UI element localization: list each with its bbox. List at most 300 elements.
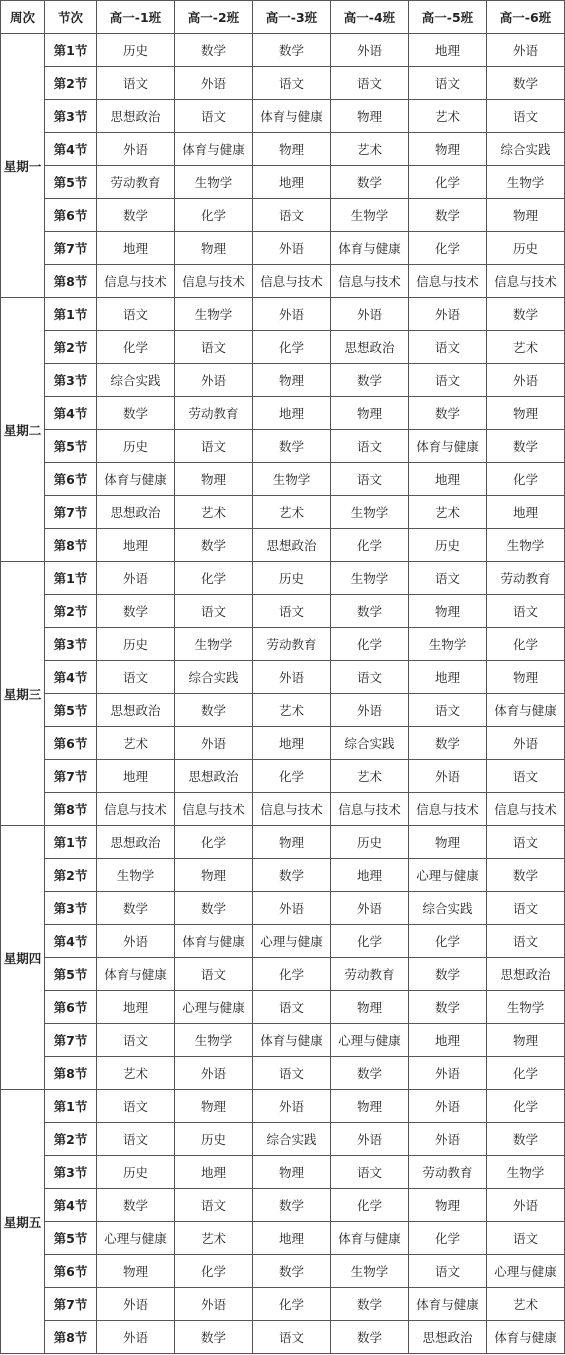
subject-cell: 语文 — [97, 67, 175, 100]
subject-cell: 语文 — [331, 661, 409, 694]
subject-cell: 物理 — [253, 133, 331, 166]
subject-cell: 化学 — [331, 628, 409, 661]
table-row — [1, 1123, 565, 1156]
subject-cell: 体育与健康 — [487, 694, 565, 727]
subject-cell: 语文 — [253, 199, 331, 232]
subject-cell: 生物学 — [331, 496, 409, 529]
table-row — [1, 859, 565, 892]
header-class-6: 高一-6班 — [487, 1, 565, 34]
period-label: 第2节 — [45, 331, 97, 364]
period-label: 第8节 — [45, 529, 97, 562]
subject-cell: 综合实践 — [331, 727, 409, 760]
subject-cell: 历史 — [97, 628, 175, 661]
subject-cell: 艺术 — [175, 496, 253, 529]
subject-cell: 地理 — [253, 1222, 331, 1255]
header-class-5: 高一-5班 — [409, 1, 487, 34]
subject-cell: 物理 — [253, 364, 331, 397]
table-row — [1, 1057, 565, 1090]
table-row — [1, 925, 565, 958]
subject-cell: 数学 — [331, 1321, 409, 1354]
subject-cell: 外语 — [253, 1090, 331, 1123]
subject-cell: 外语 — [175, 727, 253, 760]
subject-cell: 体育与健康 — [175, 133, 253, 166]
subject-cell: 语文 — [97, 661, 175, 694]
subject-cell: 劳动教育 — [175, 397, 253, 430]
table-row — [1, 628, 565, 661]
subject-cell: 劳动教育 — [409, 1156, 487, 1189]
subject-cell: 地理 — [487, 496, 565, 529]
period-label: 第6节 — [45, 199, 97, 232]
subject-cell: 物理 — [331, 397, 409, 430]
day-label: 星期一 — [1, 34, 45, 298]
subject-cell: 外语 — [175, 1057, 253, 1090]
subject-cell: 生物学 — [253, 463, 331, 496]
subject-cell: 历史 — [253, 562, 331, 595]
subject-cell: 生物学 — [487, 991, 565, 1024]
subject-cell: 历史 — [97, 34, 175, 67]
subject-cell: 语文 — [175, 100, 253, 133]
period-label: 第7节 — [45, 760, 97, 793]
subject-cell: 地理 — [409, 34, 487, 67]
subject-cell: 地理 — [253, 397, 331, 430]
subject-cell: 数学 — [253, 1189, 331, 1222]
subject-cell: 化学 — [175, 826, 253, 859]
table-row — [1, 67, 565, 100]
subject-cell: 化学 — [175, 1255, 253, 1288]
table-row — [1, 331, 565, 364]
subject-cell: 语文 — [487, 1222, 565, 1255]
subject-cell: 生物学 — [487, 529, 565, 562]
subject-cell: 体育与健康 — [175, 925, 253, 958]
table-row — [1, 166, 565, 199]
subject-cell: 语文 — [175, 958, 253, 991]
subject-cell: 体育与健康 — [97, 958, 175, 991]
subject-cell: 生物学 — [331, 199, 409, 232]
subject-cell: 体育与健康 — [253, 1024, 331, 1057]
subject-cell: 外语 — [331, 694, 409, 727]
subject-cell: 信息与技术 — [97, 793, 175, 826]
subject-cell: 化学 — [409, 232, 487, 265]
subject-cell: 数学 — [97, 1189, 175, 1222]
subject-cell: 地理 — [409, 1024, 487, 1057]
subject-cell: 劳动教育 — [331, 958, 409, 991]
subject-cell: 心理与健康 — [253, 925, 331, 958]
subject-cell: 外语 — [409, 298, 487, 331]
subject-cell: 艺术 — [253, 694, 331, 727]
subject-cell: 外语 — [331, 34, 409, 67]
subject-cell: 数学 — [175, 694, 253, 727]
subject-cell: 外语 — [97, 562, 175, 595]
subject-cell: 综合实践 — [409, 892, 487, 925]
subject-cell: 物理 — [487, 199, 565, 232]
table-row — [1, 298, 565, 331]
header-class-3: 高一-3班 — [253, 1, 331, 34]
period-label: 第1节 — [45, 298, 97, 331]
table-row — [1, 265, 565, 298]
subject-cell: 语文 — [97, 1024, 175, 1057]
subject-cell: 语文 — [331, 1156, 409, 1189]
subject-cell: 外语 — [175, 364, 253, 397]
subject-cell: 综合实践 — [253, 1123, 331, 1156]
subject-cell: 语文 — [487, 100, 565, 133]
subject-cell: 物理 — [409, 595, 487, 628]
period-label: 第3节 — [45, 100, 97, 133]
subject-cell: 物理 — [175, 232, 253, 265]
period-label: 第3节 — [45, 1156, 97, 1189]
table-row — [1, 232, 565, 265]
subject-cell: 外语 — [97, 1288, 175, 1321]
subject-cell: 生物学 — [409, 628, 487, 661]
subject-cell: 数学 — [487, 430, 565, 463]
subject-cell: 思想政治 — [331, 331, 409, 364]
subject-cell: 语文 — [97, 1123, 175, 1156]
subject-cell: 外语 — [487, 34, 565, 67]
header-class-2: 高一-2班 — [175, 1, 253, 34]
subject-cell: 语文 — [175, 595, 253, 628]
subject-cell: 数学 — [409, 727, 487, 760]
subject-cell: 外语 — [253, 661, 331, 694]
subject-cell: 化学 — [409, 925, 487, 958]
subject-cell: 物理 — [487, 661, 565, 694]
period-label: 第2节 — [45, 859, 97, 892]
subject-cell: 数学 — [175, 892, 253, 925]
subject-cell: 数学 — [409, 199, 487, 232]
subject-cell: 语文 — [409, 694, 487, 727]
subject-cell: 信息与技术 — [331, 793, 409, 826]
subject-cell: 艺术 — [253, 496, 331, 529]
subject-cell: 化学 — [331, 1189, 409, 1222]
subject-cell: 信息与技术 — [175, 793, 253, 826]
subject-cell: 艺术 — [487, 1288, 565, 1321]
subject-cell: 艺术 — [409, 100, 487, 133]
subject-cell: 外语 — [175, 1288, 253, 1321]
subject-cell: 化学 — [253, 760, 331, 793]
subject-cell: 信息与技术 — [253, 793, 331, 826]
subject-cell: 语文 — [487, 826, 565, 859]
subject-cell: 地理 — [175, 1156, 253, 1189]
day-label: 星期五 — [1, 1090, 45, 1354]
period-label: 第7节 — [45, 1288, 97, 1321]
subject-cell: 物理 — [175, 859, 253, 892]
subject-cell: 物理 — [253, 826, 331, 859]
table-row — [1, 100, 565, 133]
table-row — [1, 991, 565, 1024]
subject-cell: 物理 — [409, 1189, 487, 1222]
subject-cell: 物理 — [409, 826, 487, 859]
subject-cell: 地理 — [97, 991, 175, 1024]
period-label: 第1节 — [45, 34, 97, 67]
subject-cell: 生物学 — [175, 1024, 253, 1057]
subject-cell: 语文 — [253, 1057, 331, 1090]
subject-cell: 数学 — [487, 67, 565, 100]
subject-cell: 外语 — [487, 727, 565, 760]
header-class-1: 高一-1班 — [97, 1, 175, 34]
day-label: 星期二 — [1, 298, 45, 562]
subject-cell: 生物学 — [487, 166, 565, 199]
table-row — [1, 694, 565, 727]
subject-cell: 劳动教育 — [487, 562, 565, 595]
subject-cell: 历史 — [331, 826, 409, 859]
subject-cell: 心理与健康 — [331, 1024, 409, 1057]
subject-cell: 化学 — [175, 562, 253, 595]
subject-cell: 化学 — [487, 1090, 565, 1123]
period-label: 第6节 — [45, 1255, 97, 1288]
subject-cell: 数学 — [253, 859, 331, 892]
subject-cell: 外语 — [331, 892, 409, 925]
period-label: 第1节 — [45, 562, 97, 595]
table-row — [1, 892, 565, 925]
subject-cell: 心理与健康 — [409, 859, 487, 892]
subject-cell: 物理 — [409, 133, 487, 166]
period-label: 第3节 — [45, 628, 97, 661]
subject-cell: 数学 — [97, 397, 175, 430]
subject-cell: 物理 — [487, 1024, 565, 1057]
header-row — [1, 1, 565, 34]
subject-cell: 外语 — [97, 1321, 175, 1354]
subject-cell: 外语 — [253, 892, 331, 925]
subject-cell: 数学 — [331, 364, 409, 397]
subject-cell: 语文 — [175, 430, 253, 463]
period-label: 第7节 — [45, 232, 97, 265]
day-label: 星期四 — [1, 826, 45, 1090]
subject-cell: 心理与健康 — [175, 991, 253, 1024]
period-label: 第4节 — [45, 133, 97, 166]
table-row — [1, 760, 565, 793]
table-row — [1, 1024, 565, 1057]
table-row — [1, 1189, 565, 1222]
table-row — [1, 496, 565, 529]
subject-cell: 语文 — [409, 331, 487, 364]
subject-cell: 生物学 — [331, 562, 409, 595]
subject-cell: 语文 — [175, 331, 253, 364]
subject-cell: 化学 — [175, 199, 253, 232]
subject-cell: 物理 — [331, 991, 409, 1024]
subject-cell: 生物学 — [487, 1156, 565, 1189]
subject-cell: 体育与健康 — [331, 1222, 409, 1255]
table-row — [1, 1222, 565, 1255]
subject-cell: 地理 — [409, 661, 487, 694]
subject-cell: 信息与技术 — [253, 265, 331, 298]
timetable-header — [1, 1, 565, 34]
table-row — [1, 1288, 565, 1321]
table-row — [1, 958, 565, 991]
subject-cell: 外语 — [175, 67, 253, 100]
table-row — [1, 562, 565, 595]
table-row — [1, 1156, 565, 1189]
table-row — [1, 1321, 565, 1354]
subject-cell: 历史 — [409, 529, 487, 562]
subject-cell: 物理 — [487, 397, 565, 430]
subject-cell: 历史 — [487, 232, 565, 265]
subject-cell: 数学 — [175, 1321, 253, 1354]
subject-cell: 化学 — [487, 463, 565, 496]
table-row — [1, 463, 565, 496]
subject-cell: 思想政治 — [253, 529, 331, 562]
period-label: 第5节 — [45, 1222, 97, 1255]
subject-cell: 地理 — [409, 463, 487, 496]
subject-cell: 物理 — [97, 1255, 175, 1288]
subject-cell: 数学 — [487, 859, 565, 892]
table-row — [1, 826, 565, 859]
subject-cell: 数学 — [175, 34, 253, 67]
subject-cell: 数学 — [409, 991, 487, 1024]
table-row — [1, 661, 565, 694]
subject-cell: 历史 — [97, 1156, 175, 1189]
table-row — [1, 199, 565, 232]
subject-cell: 艺术 — [97, 727, 175, 760]
subject-cell: 信息与技术 — [409, 793, 487, 826]
subject-cell: 综合实践 — [175, 661, 253, 694]
subject-cell: 物理 — [253, 1156, 331, 1189]
subject-cell: 语文 — [487, 925, 565, 958]
period-label: 第3节 — [45, 892, 97, 925]
subject-cell: 外语 — [409, 1057, 487, 1090]
subject-cell: 数学 — [97, 595, 175, 628]
subject-cell: 语文 — [487, 595, 565, 628]
subject-cell: 数学 — [253, 430, 331, 463]
subject-cell: 语文 — [409, 67, 487, 100]
subject-cell: 数学 — [409, 958, 487, 991]
subject-cell: 外语 — [487, 1189, 565, 1222]
subject-cell: 数学 — [331, 1057, 409, 1090]
subject-cell: 数学 — [331, 166, 409, 199]
subject-cell: 信息与技术 — [331, 265, 409, 298]
subject-cell: 物理 — [331, 1090, 409, 1123]
day-label: 星期三 — [1, 562, 45, 826]
period-label: 第8节 — [45, 265, 97, 298]
subject-cell: 外语 — [409, 1123, 487, 1156]
subject-cell: 劳动教育 — [97, 166, 175, 199]
subject-cell: 化学 — [253, 958, 331, 991]
table-row — [1, 529, 565, 562]
subject-cell: 地理 — [97, 232, 175, 265]
table-row — [1, 793, 565, 826]
subject-cell: 语文 — [409, 1255, 487, 1288]
period-label: 第5节 — [45, 958, 97, 991]
period-label: 第2节 — [45, 595, 97, 628]
period-label: 第4节 — [45, 661, 97, 694]
subject-cell: 历史 — [175, 1123, 253, 1156]
subject-cell: 外语 — [487, 364, 565, 397]
subject-cell: 数学 — [97, 199, 175, 232]
period-label: 第1节 — [45, 1090, 97, 1123]
subject-cell: 生物学 — [331, 1255, 409, 1288]
subject-cell: 思想政治 — [97, 100, 175, 133]
subject-cell: 语文 — [253, 991, 331, 1024]
subject-cell: 生物学 — [175, 628, 253, 661]
subject-cell: 化学 — [409, 1222, 487, 1255]
period-label: 第7节 — [45, 1024, 97, 1057]
period-label: 第8节 — [45, 1057, 97, 1090]
period-label: 第5节 — [45, 694, 97, 727]
period-label: 第3节 — [45, 364, 97, 397]
subject-cell: 外语 — [97, 925, 175, 958]
period-label: 第5节 — [45, 430, 97, 463]
subject-cell: 外语 — [97, 133, 175, 166]
table-row — [1, 133, 565, 166]
subject-cell: 劳动教育 — [253, 628, 331, 661]
subject-cell: 数学 — [175, 529, 253, 562]
header-class-4: 高一-4班 — [331, 1, 409, 34]
subject-cell: 数学 — [487, 1123, 565, 1156]
subject-cell: 地理 — [97, 760, 175, 793]
subject-cell: 信息与技术 — [175, 265, 253, 298]
subject-cell: 地理 — [331, 859, 409, 892]
subject-cell: 心理与健康 — [487, 1255, 565, 1288]
subject-cell: 语文 — [409, 364, 487, 397]
table-row — [1, 727, 565, 760]
subject-cell: 语文 — [253, 67, 331, 100]
subject-cell: 外语 — [409, 1090, 487, 1123]
period-label: 第8节 — [45, 1321, 97, 1354]
subject-cell: 外语 — [409, 760, 487, 793]
subject-cell: 思想政治 — [409, 1321, 487, 1354]
subject-cell: 思想政治 — [487, 958, 565, 991]
subject-cell: 体育与健康 — [487, 1321, 565, 1354]
subject-cell: 生物学 — [175, 166, 253, 199]
subject-cell: 艺术 — [487, 331, 565, 364]
subject-cell: 化学 — [253, 331, 331, 364]
subject-cell: 语文 — [97, 298, 175, 331]
subject-cell: 思想政治 — [97, 826, 175, 859]
subject-cell: 体育与健康 — [409, 1288, 487, 1321]
table-row — [1, 430, 565, 463]
period-label: 第5节 — [45, 166, 97, 199]
period-label: 第2节 — [45, 67, 97, 100]
subject-cell: 外语 — [331, 1123, 409, 1156]
subject-cell: 艺术 — [409, 496, 487, 529]
table-row — [1, 397, 565, 430]
period-label: 第2节 — [45, 1123, 97, 1156]
subject-cell: 历史 — [97, 430, 175, 463]
subject-cell: 艺术 — [331, 760, 409, 793]
subject-cell: 思想政治 — [97, 694, 175, 727]
header-period: 节次 — [45, 1, 97, 34]
subject-cell: 语文 — [175, 1189, 253, 1222]
subject-cell: 信息与技术 — [487, 265, 565, 298]
subject-cell: 思想政治 — [175, 760, 253, 793]
period-label: 第7节 — [45, 496, 97, 529]
table-row — [1, 595, 565, 628]
subject-cell: 数学 — [331, 595, 409, 628]
table-row — [1, 34, 565, 67]
subject-cell: 物理 — [331, 100, 409, 133]
subject-cell: 化学 — [97, 331, 175, 364]
subject-cell: 数学 — [253, 34, 331, 67]
subject-cell: 语文 — [331, 430, 409, 463]
subject-cell: 外语 — [253, 298, 331, 331]
subject-cell: 地理 — [97, 529, 175, 562]
subject-cell: 数学 — [487, 298, 565, 331]
subject-cell: 化学 — [331, 925, 409, 958]
subject-cell: 心理与健康 — [97, 1222, 175, 1255]
subject-cell: 数学 — [253, 1255, 331, 1288]
subject-cell: 语文 — [253, 595, 331, 628]
table-row — [1, 1255, 565, 1288]
subject-cell: 语文 — [253, 1321, 331, 1354]
subject-cell: 综合实践 — [487, 133, 565, 166]
subject-cell: 化学 — [253, 1288, 331, 1321]
subject-cell: 化学 — [487, 1057, 565, 1090]
period-label: 第4节 — [45, 925, 97, 958]
subject-cell: 综合实践 — [97, 364, 175, 397]
subject-cell: 语文 — [97, 1090, 175, 1123]
period-label: 第8节 — [45, 793, 97, 826]
subject-cell: 艺术 — [175, 1222, 253, 1255]
subject-cell: 化学 — [409, 166, 487, 199]
subject-cell: 外语 — [331, 298, 409, 331]
period-label: 第6节 — [45, 991, 97, 1024]
